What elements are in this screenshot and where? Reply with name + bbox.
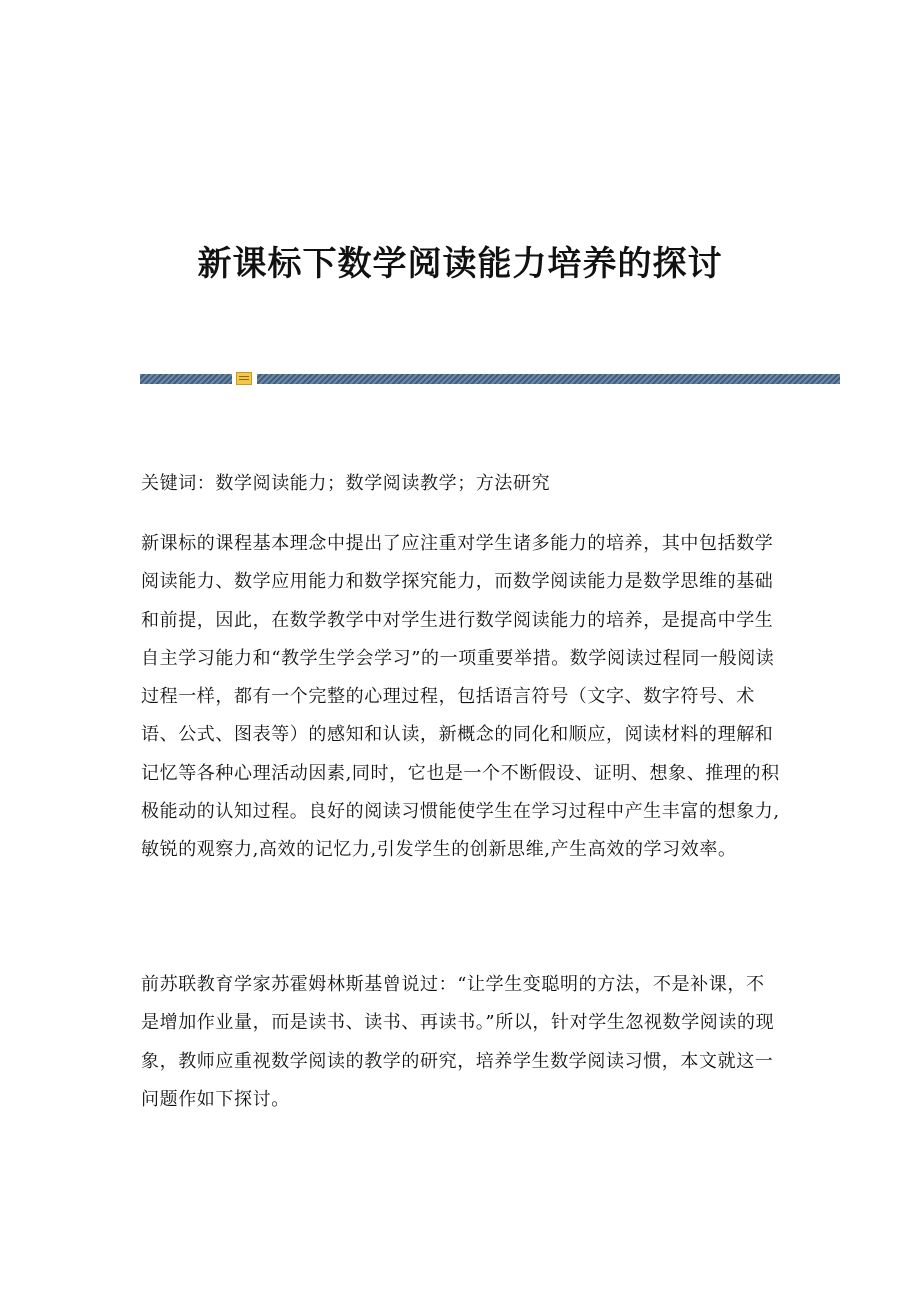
paragraph-1: 新课标的课程基本理念中提出了应注重对学生诸多能力的培养，其中包括数学阅读能力、数学应用能力和数学探究能力，而数学阅读能力是数学思维的基础和前提，因此，在数学教学中对学生进行数学阅读能力的培养，是提高中学生自主学习能力和“教学生学会学习”的一项重要举措。数学阅读过程同一般阅读过程一样，都有一个完整的心理过程，包括语言符号（文字、数字符号、术语、公式、图表等）的感知和认读，新概念的同化和顺应，阅读材料的理解和记忆等各种心理活动因素,同时，它也是一个不断假设、证明、想象、推理的积极能动的认知过程。良好的阅读习惯能使学生在学习过程中产生丰富的想象力,敏锐的观察力,高效的记忆力,引发学生的创新思维,产生高效的学习效率。 — [141, 533, 780, 861]
keywords-line: 关键词：数学阅读能力；数学阅读教学；方法研究 — [141, 473, 551, 494]
decorative-rule-left — [140, 374, 232, 384]
paragraph-2: 前苏联教育学家苏霍姆林斯基曾说过：“让学生变聪明的方法，不是补课，不是增加作业量，而是读书、读书、再读书。”所以，针对学生忽视数学阅读的现象，教师应重视数学阅读的教学的研究，培养学生数学阅读习惯，本文就这一问题作如下探讨。 — [141, 974, 775, 1110]
document-title: 新课标下数学阅读能力培养的探讨 — [197, 243, 723, 284]
decorative-rule-right — [257, 374, 840, 384]
envelope-icon — [236, 372, 252, 385]
